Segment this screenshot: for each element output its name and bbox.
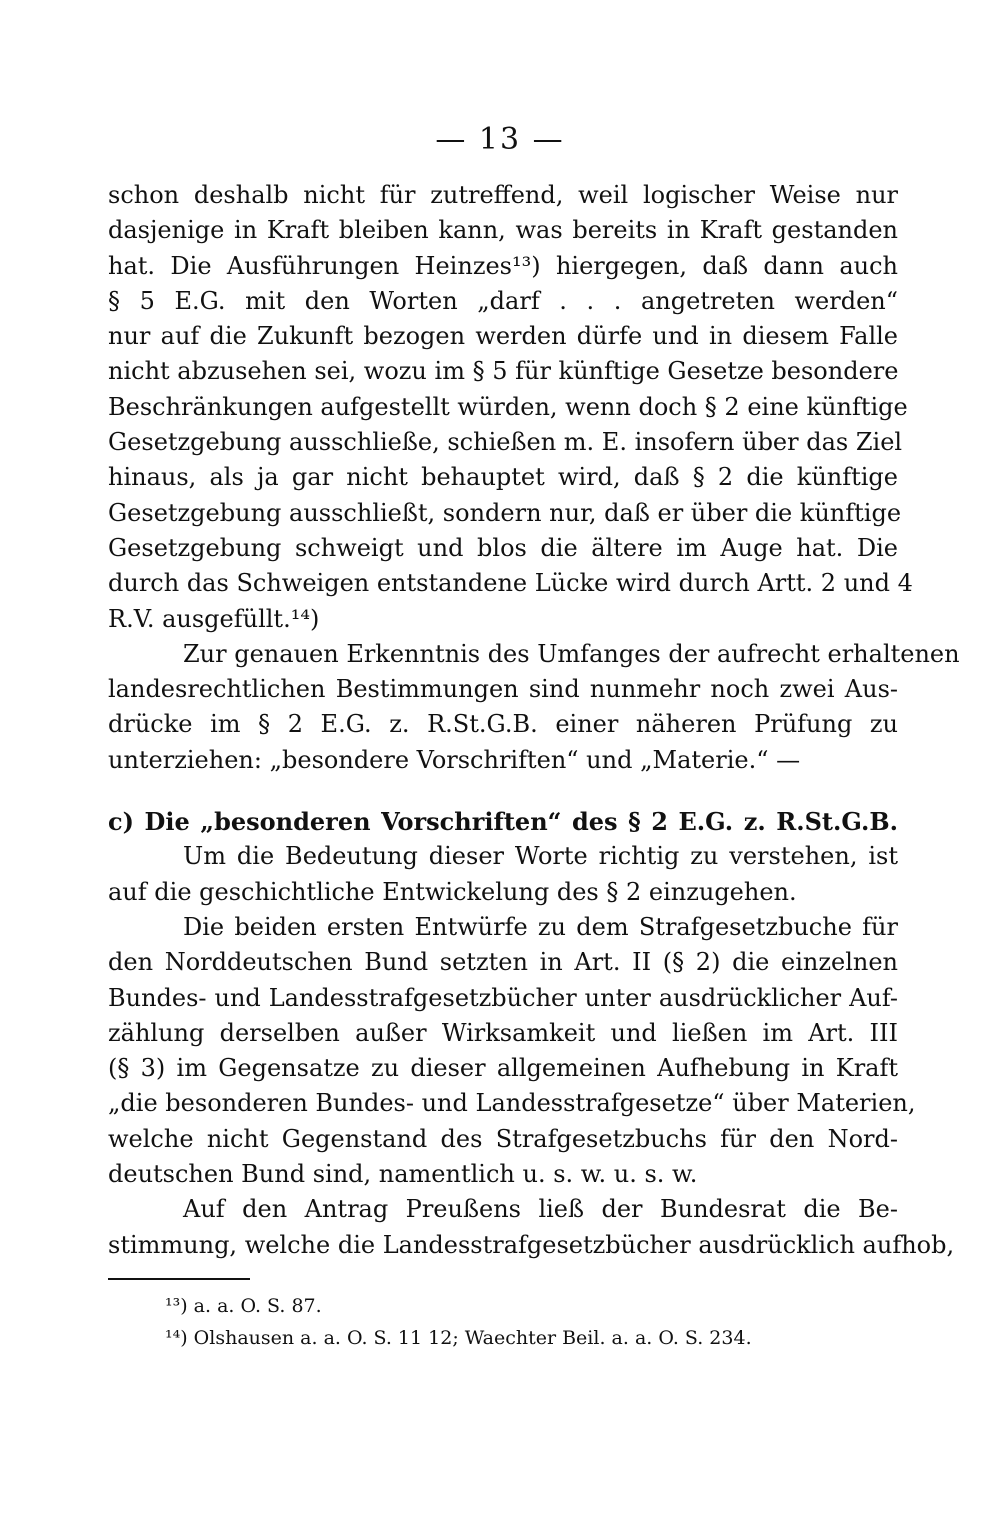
text-line: hinaus, als ja gar nicht behauptet wird, daß § 2 die künftige bbox=[108, 463, 898, 492]
footnote: ¹³) a. a. O. S. 87. bbox=[165, 1295, 322, 1317]
footnote: ¹⁴) Olshausen a. a. O. S. 11 12; Waechter Beil. a. a. O. S. 234. bbox=[165, 1327, 752, 1349]
text-line: stimmung, welche die Landesstrafgesetzbücher ausdrücklich aufhob, bbox=[108, 1230, 955, 1259]
text-line: R.V. ausgefüllt.¹⁴) bbox=[108, 604, 320, 633]
section-heading bbox=[108, 804, 898, 839]
text-line: den Norddeutschen Bund setzten in Art. II (§ 2) die einzelnen bbox=[108, 948, 898, 977]
footnotes bbox=[165, 1290, 885, 1354]
text-line: Gesetzgebung ausschließe, schießen m. E. insofern über das Ziel bbox=[108, 428, 903, 457]
body-text bbox=[108, 178, 960, 1263]
section-gap bbox=[108, 778, 898, 804]
text-line: nicht abzusehen sei, wozu im § 5 für künftige Gesetze besondere bbox=[108, 357, 899, 386]
text-line: welche nicht Gegenstand des Strafgesetzbuchs für den Nord- bbox=[108, 1124, 898, 1153]
text-line: deutschen Bund sind, namentlich u. s. w. u. s. w. bbox=[108, 1160, 698, 1189]
text-line: zählung derselben außer Wirksamkeit und ließen im Art. III bbox=[108, 1018, 898, 1047]
text-line: „die besonderen Bundes- und Landesstrafgesetze“ über Materien, bbox=[108, 1089, 916, 1118]
text-line: (§ 3) im Gegensatze zu dieser allgemeinen Aufhebung in Kraft bbox=[108, 1054, 898, 1083]
text-line: Zur genauen Erkenntnis des Umfanges der aufrecht erhaltenen bbox=[183, 639, 960, 668]
text-line: schon deshalb nicht für zutreffend, weil logischer Weise nur bbox=[108, 181, 898, 209]
text-line: nur auf die Zukunft bezogen werden dürfe und in diesem Falle bbox=[108, 322, 898, 351]
text-line: Beschränkungen aufgestellt würden, wenn doch § 2 eine künftige bbox=[108, 392, 908, 421]
text-line: Gesetzgebung schweigt und blos die ältere im Auge hat. Die bbox=[108, 533, 898, 562]
paragraph bbox=[108, 839, 898, 910]
text-line: hat. Die Ausführungen Heinzes¹³) hiergegen, daß dann auch bbox=[108, 251, 898, 280]
text-line: Auf den Antrag Preußens ließ der Bundesrat die Be- bbox=[183, 1195, 898, 1224]
text-line: Um die Bedeutung dieser Worte richtig zu verstehen, ist bbox=[183, 842, 898, 871]
paragraph bbox=[108, 910, 916, 1192]
text-line: dasjenige in Kraft bleiben kann, was bereits in Kraft gestanden bbox=[108, 216, 898, 245]
text-line: durch das Schweigen entstandene Lücke wird durch Artt. 2 und 4 bbox=[108, 569, 913, 598]
text-line: Bundes- und Landesstrafgesetzbücher unter ausdrücklicher Auf- bbox=[108, 983, 898, 1012]
paragraph bbox=[108, 637, 960, 778]
text-line: auf die geschichtliche Entwickelung des § 2 einzugehen. bbox=[108, 877, 797, 906]
footnote-divider bbox=[108, 1278, 250, 1280]
text-line: landesrechtlichen Bestimmungen sind nunmehr noch zwei Aus- bbox=[108, 675, 898, 704]
heading-line: c) Die „besonderen Vorschriften“ des § 2 E.G. z. R.St.G.B. bbox=[108, 807, 898, 837]
text-line: Die beiden ersten Entwürfe zu dem Strafgesetzbuche für bbox=[183, 912, 898, 941]
text-line: unterziehen: „besondere Vorschriften“ und „Materie.“ — bbox=[108, 745, 801, 774]
text-line: Gesetzgebung ausschließt, sondern nur, daß er über die künftige bbox=[108, 498, 902, 527]
paragraph bbox=[108, 1192, 955, 1263]
page-number: — 13 — bbox=[435, 122, 565, 157]
paragraph bbox=[108, 178, 913, 637]
text-line: drücke im § 2 E.G. z. R.St.G.B. einer näheren Prüfung zu bbox=[108, 710, 898, 739]
text-line: § 5 E.G. mit den Worten „darf . . . angetreten werden“ bbox=[108, 286, 898, 315]
